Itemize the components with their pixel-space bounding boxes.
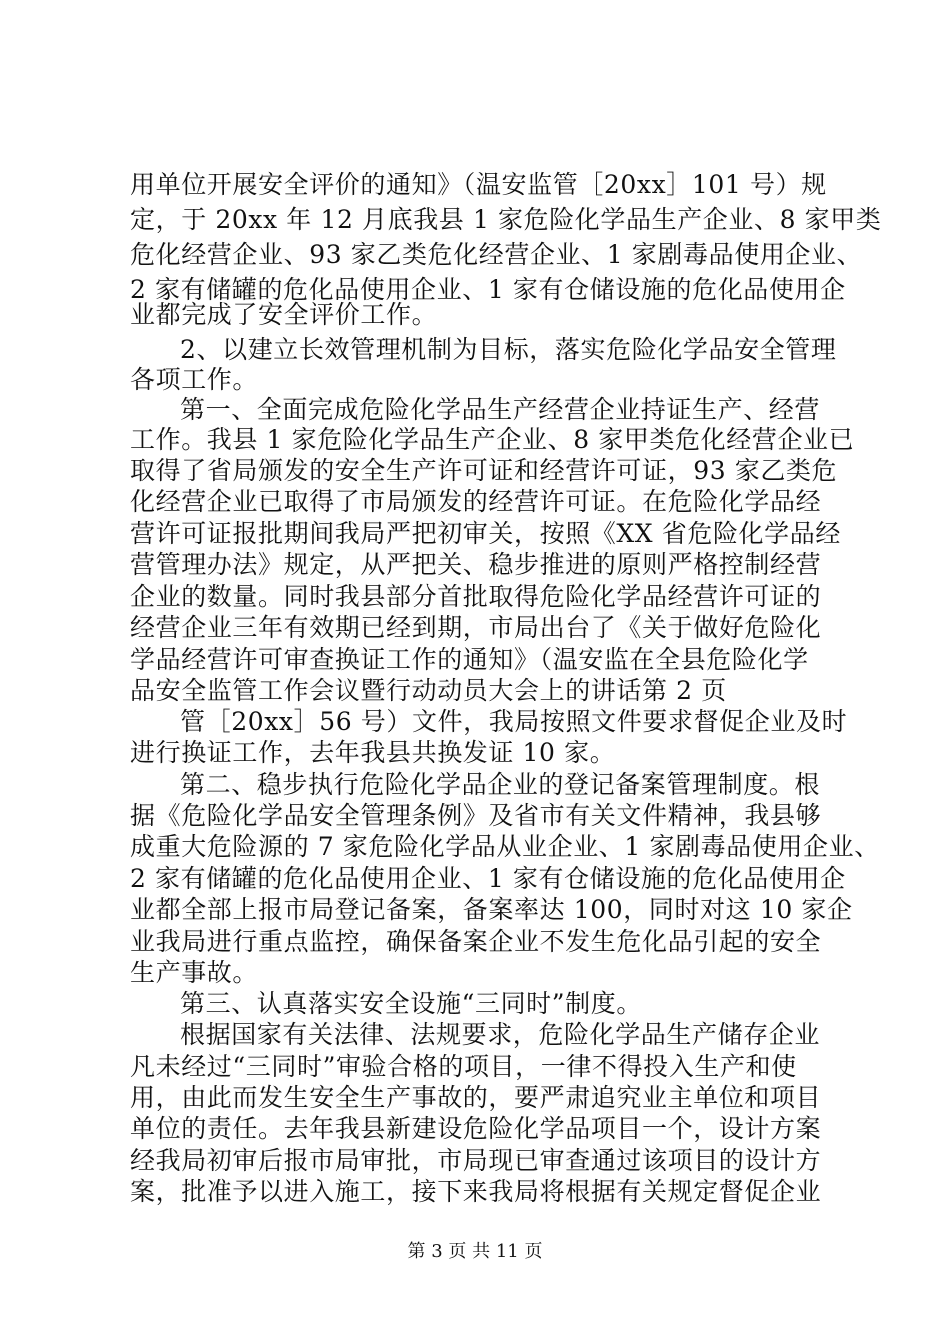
body-line: 业我局进行重点监控，确保备案企业不发生危化品引起的安全 — [130, 927, 822, 956]
body-line: 根据国家有关法律、法规要求，危险化学品生产储存企业 — [180, 1020, 821, 1049]
body-line: 2、以建立长效管理机制为目标，落实危险化学品安全管理 — [180, 335, 837, 364]
body-line: 生产事故。 — [130, 958, 259, 987]
body-line: 品安全监管工作会议暨行动动员大会上的讲话第 2 页 — [130, 676, 727, 705]
body-line: 业都全部上报市局登记备案，备案率达 100，同时对这 10 家企 — [130, 895, 853, 924]
body-line: 各项工作。 — [130, 365, 259, 394]
body-line: 案，批准予以进入施工，接下来我局将根据有关规定督促企业 — [130, 1177, 822, 1206]
body-line: 危化经营企业、93 家乙类危化经营企业、1 家剧毒品使用企业、 — [130, 240, 863, 269]
page-footer: 第 3 页 共 11 页 — [407, 1241, 543, 1262]
body-line: 第三、认真落实安全设施“三同时”制度。 — [180, 989, 642, 1018]
body-line: 第二、稳步执行危险化学品企业的登记备案管理制度。根 — [180, 770, 821, 799]
body-line: 化经营企业已取得了市局颁发的经营许可证。在危险化学品经 — [130, 487, 822, 516]
body-line: 据《危险化学品安全管理条例》及省市有关文件精神，我县够 — [130, 801, 822, 830]
body-line: 经我局初审后报市局审批，市局现已审查通过该项目的设计方 — [130, 1146, 822, 1175]
body-line: 取得了省局颁发的安全生产许可证和经营许可证，93 家乙类危 — [130, 456, 838, 485]
body-line: 成重大危险源的 7 家危险化学品从业企业、1 家剧毒品使用企业、 — [130, 832, 880, 861]
body-line: 第一、全面完成危险化学品生产经营企业持证生产、经营 — [180, 395, 821, 424]
body-line: 营许可证报批期间我局严把初审关，按照《XX 省危险化学品经 — [130, 519, 841, 548]
body-line: 用，由此而发生安全生产事故的，要严肃追究业主单位和项目 — [130, 1083, 822, 1112]
body-line: 2 家有储罐的危化品使用企业、1 家有仓储设施的危化品使用企 — [130, 864, 846, 893]
body-line: 工作。我县 1 家危险化学品生产企业、8 家甲类危化经营企业已 — [130, 425, 855, 454]
body-line: 管［20xx］56 号）文件，我局按照文件要求督促企业及时 — [180, 707, 848, 736]
body-line: 用单位开展安全评价的通知》（温安监管［20xx］101 号）规 — [130, 170, 827, 199]
body-line: 定，于 20xx 年 12 月底我县 1 家危险化学品生产企业、8 家甲类 — [130, 205, 882, 234]
body-line: 学品经营许可审查换证工作的通知》（温安监在全县危险化学 — [130, 645, 809, 674]
body-line: 营管理办法》规定，从严把关、稳步推进的原则严格控制经营 — [130, 550, 822, 579]
body-line: 经营企业三年有效期已经到期，市局出台了《关于做好危险化 — [130, 613, 822, 642]
body-line: 单位的责任。去年我县新建设危险化学品项目一个，设计方案 — [130, 1114, 822, 1143]
body-line: 凡未经过“三同时”审验合格的项目，一律不得投入生产和使 — [130, 1052, 797, 1081]
body-line: 2 家有储罐的危化品使用企业、1 家有仓储设施的危化品使用企 — [130, 275, 846, 304]
body-line: 企业的数量。同时我县部分首批取得危险化学品经营许可证的 — [130, 582, 822, 611]
body-line: 业都完成了安全评价工作。 — [130, 300, 438, 329]
body-line: 进行换证工作，去年我县共换发证 10 家。 — [130, 738, 616, 767]
